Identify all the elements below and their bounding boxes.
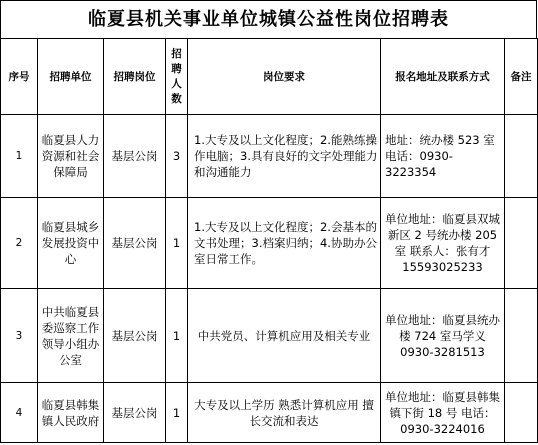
- table-row: [1, 289, 538, 383]
- recruitment-table: [0, 38, 538, 443]
- row-count: 1: [166, 198, 188, 289]
- row-position: 基层公岗: [104, 198, 166, 289]
- row-requirements: 中共党员、计算机应用及相关专业: [188, 289, 381, 383]
- row-unit: 临夏县人力资源和社会保障局: [38, 115, 104, 198]
- table-header-row: [1, 39, 538, 115]
- header-count: 招聘人数: [166, 39, 188, 115]
- table-row: [1, 198, 538, 289]
- table-row: [1, 115, 538, 198]
- header-unit: 招聘单位: [38, 39, 104, 115]
- row-remarks: [505, 198, 538, 289]
- header-requirements: 岗位要求: [188, 39, 381, 115]
- row-position: 基层公岗: [104, 383, 166, 443]
- row-requirements: 大专及以上学历 熟悉计算机应用 擅长交流和表达: [188, 383, 381, 443]
- table-row: [1, 383, 538, 443]
- row-address-contact: 单位地址：临夏县韩集镇下街 18 号 电话：0930-3224016: [381, 383, 505, 443]
- row-remarks: [505, 115, 538, 198]
- row-count: 1: [166, 289, 188, 383]
- row-seq: 2: [1, 198, 38, 289]
- row-position: 基层公岗: [104, 115, 166, 198]
- row-address-contact: 单位地址：临夏县统办楼 724 室马学义 0930-3281513: [381, 289, 505, 383]
- row-position: 基层公岗: [104, 289, 166, 383]
- row-seq: 3: [1, 289, 38, 383]
- row-unit: 临夏县韩集镇人民政府: [38, 383, 104, 443]
- row-count: 3: [166, 115, 188, 198]
- header-seq: 序号: [1, 39, 38, 115]
- row-unit: 中共临夏县委巡察工作领导小组办公室: [38, 289, 104, 383]
- row-address-contact: 地址：统办楼 523 室 电话：0930-3223354: [381, 115, 505, 198]
- row-requirements: 1.大专及以上文化程度；2.会基本的文书处理；3.档案归纳；4.协助办公室日常工作。: [188, 198, 381, 289]
- row-requirements: 1.大专及以上文化程度；2.能熟练操作电脑；3.具有良好的文字处理能力和沟通能力: [188, 115, 381, 198]
- row-remarks: [505, 383, 538, 443]
- row-remarks: [505, 289, 538, 383]
- header-remarks: 备注: [505, 39, 538, 115]
- header-position: 招聘岗位: [104, 39, 166, 115]
- page-title: 临夏县机关事业单位城镇公益性岗位招聘表: [0, 0, 537, 38]
- row-seq: 1: [1, 115, 38, 198]
- row-address-contact: 单位地址：临夏县双城新区 2 号统办楼 205 室 联系人：张有才 15593025233: [381, 198, 505, 289]
- header-address-contact: 报名地址及联系方式: [381, 39, 505, 115]
- row-count: 1: [166, 383, 188, 443]
- row-seq: 4: [1, 383, 38, 443]
- row-unit: 临夏县城乡发展投资中心: [38, 198, 104, 289]
